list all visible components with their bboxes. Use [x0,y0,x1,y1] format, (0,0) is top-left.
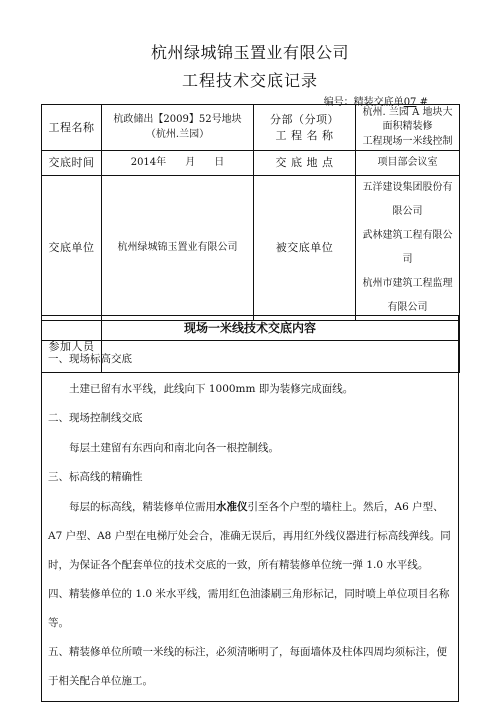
project-name-value [102,105,254,151]
subproject-label [254,105,356,151]
serial-prefix: 编号：精装交底单 [323,97,404,108]
paragraph-3 [48,493,452,580]
section-body [42,341,458,696]
paragraph-1: 土建已留有水平线，此线向下 1000mm 即为装修完成面线。 [69,383,354,395]
subproject-value [356,105,460,151]
receiver-item: 杭州市建筑工程监理有限公司 [362,278,453,313]
row-project [42,105,460,151]
place-label: 交 底 地 点 [254,151,356,176]
project-name-line1: 杭政储出【2009】52号地块 [113,114,242,125]
subproject-value-line2: 工程现场一米线控制 [362,135,453,147]
row-units [42,176,460,321]
receiver-label: 被交底单位 [254,176,356,321]
paragraph-3-pre: 每层的标高线，精装修单位需用 [69,501,216,513]
paragraph-2: 每层土建留有东西向和南北向各一根控制线。 [69,442,279,454]
heading-1: 一、现场标高交底 [48,353,132,365]
serial-value: 07 [403,97,417,108]
heading-3: 三、标高线的精确性 [48,471,143,483]
time-value: 2014年 月 日 [102,151,254,176]
paragraph-5: 五、精装修单位所喷一米线的标注，必须清晰明了，每面墙体及柱体四周均须标注，便于相关配合单位施工。 [48,646,447,687]
unit-label: 交底单位 [42,176,102,321]
row-time [42,151,460,176]
time-label: 交底时间 [42,151,102,176]
project-name-line2: （杭州.兰园） [145,128,210,140]
subproject-label-line1: 分部（分项） [270,112,339,126]
project-name-label: 工程名称 [42,105,102,151]
content-section [41,315,459,702]
receiver-item: 武林建筑工程有限公司 [362,230,453,265]
subproject-label-line2: 工 程 名 称 [275,128,334,142]
serial-suffix: # [419,97,428,108]
receiver-list [356,176,460,321]
place-value: 项目部会议室 [356,151,460,176]
unit-value: 杭州绿城锦玉置业有限公司 [102,176,254,321]
company-name: 杭州绿城锦玉置业有限公司 [150,43,349,62]
paragraph-3-bold: 水准仪 [216,501,248,513]
section-title: 现场一米线技术交底内容 [42,316,458,341]
heading-2: 二、现场控制线交底 [48,412,143,424]
document-title: 工程技术交底记录 [181,71,318,90]
paragraph-4: 四、精装修单位的 1.0 米水平线，需用红色油漆刷三角形标记，同时喷上单位项目名称等。 [48,588,450,629]
subproject-value-line1: 杭州. 兰园 A 地块大面积精装修 [362,106,453,133]
paragraph-3-post: 引至各个户型的墙柱上。然后，A6 户型、A7 户型、A8 户型在电梯厅处会合，准确无误后，再用红外线仪器进行标高线弹线。同时，为保证各个配套单位的技术交底的一致，所有精装修单位统一弹 1.0 水平线。 [48,501,451,571]
receiver-item: 五洋建设集团股份有限公司 [362,182,453,217]
attendees-label: 参加人员 [42,321,102,373]
